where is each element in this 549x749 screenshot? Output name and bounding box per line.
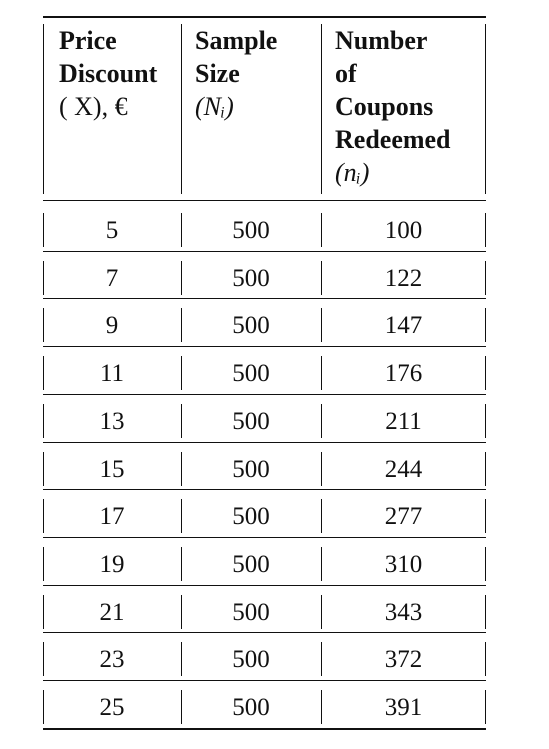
price-discount-cell: 13 [99, 408, 125, 435]
price-discount-cell: 21 [99, 599, 125, 626]
column-separator [181, 642, 182, 676]
column-separator [43, 308, 44, 342]
header-line: Discount [59, 59, 158, 88]
column-separator [181, 595, 182, 629]
header-line: Number [335, 26, 428, 55]
table-row [43, 636, 486, 683]
coupons-redeemed-cell: 310 [384, 551, 423, 578]
header-line: of [335, 59, 357, 88]
column-separator [43, 595, 44, 629]
row-rule [43, 537, 486, 538]
column-separator [43, 499, 44, 533]
column-separator [485, 261, 486, 295]
sample-size-cell: 500 [232, 503, 270, 530]
column-separator [485, 404, 486, 438]
coupons-redeemed-cell: 147 [384, 312, 423, 339]
sample-size-cell: 500 [232, 217, 270, 244]
column-separator [181, 690, 182, 724]
header-line: (Nᵢ) [195, 92, 234, 121]
price-discount-cell: 11 [99, 360, 125, 387]
column-separator [181, 499, 182, 533]
table-row [43, 255, 486, 302]
price-discount-cell: 23 [99, 646, 125, 673]
header-separator [181, 24, 182, 194]
column-separator [43, 213, 44, 247]
header-sample-size [195, 24, 277, 123]
table-row [43, 446, 486, 493]
header-line: Coupons [335, 92, 434, 121]
header-line: (nᵢ) [335, 158, 370, 187]
row-rule [43, 632, 486, 633]
row-rule [43, 394, 486, 395]
coupons-redeemed-cell: 122 [384, 265, 423, 292]
column-separator [43, 452, 44, 486]
header-line: ( X), € [59, 92, 128, 121]
sample-size-cell: 500 [232, 312, 270, 339]
row-rule [43, 680, 486, 681]
column-separator [181, 452, 182, 486]
header-separator [321, 24, 322, 194]
table-row [43, 302, 486, 349]
column-separator [485, 547, 486, 581]
row-rule [43, 298, 486, 299]
column-separator [321, 308, 322, 342]
column-separator [485, 595, 486, 629]
column-separator [485, 213, 486, 247]
column-separator [43, 404, 44, 438]
column-separator [321, 404, 322, 438]
column-separator [181, 261, 182, 295]
column-separator [181, 356, 182, 390]
coupons-redeemed-cell: 211 [385, 408, 422, 435]
header-line: Redeemed [335, 125, 451, 154]
column-separator [321, 261, 322, 295]
table-row [43, 398, 486, 445]
bottom-rule [43, 728, 486, 730]
column-separator [485, 452, 486, 486]
sample-size-cell: 500 [232, 646, 270, 673]
row-rule [43, 346, 486, 347]
column-separator [321, 690, 322, 724]
sample-size-cell: 500 [232, 599, 270, 626]
price-discount-cell: 7 [105, 265, 119, 292]
price-discount-cell: 25 [99, 694, 125, 721]
coupons-redeemed-cell: 277 [384, 503, 423, 530]
column-separator [43, 690, 44, 724]
header-rule [43, 200, 486, 201]
row-rule [43, 489, 486, 490]
table-row [43, 207, 486, 254]
column-separator [43, 261, 44, 295]
column-separator [485, 499, 486, 533]
header-left-border [43, 24, 44, 194]
coupons-redeemed-cell: 176 [384, 360, 423, 387]
price-discount-cell: 19 [99, 551, 125, 578]
header-right-border [485, 24, 486, 194]
table-row [43, 684, 486, 731]
column-separator [43, 356, 44, 390]
column-separator [321, 213, 322, 247]
column-separator [43, 547, 44, 581]
price-discount-cell: 9 [105, 312, 119, 339]
coupons-redeemed-cell: 372 [384, 646, 423, 673]
coupons-redeemed-cell: 391 [384, 694, 423, 721]
row-rule [43, 585, 486, 586]
coupons-redeemed-cell: 244 [384, 456, 423, 483]
sample-size-cell: 500 [232, 408, 270, 435]
column-separator [181, 308, 182, 342]
table-row [43, 589, 486, 636]
table-row [43, 493, 486, 540]
sample-size-cell: 500 [232, 694, 270, 721]
sample-size-cell: 500 [232, 265, 270, 292]
table-row [43, 541, 486, 588]
sample-size-cell: 500 [232, 551, 270, 578]
price-discount-cell: 17 [99, 503, 125, 530]
sample-size-cell: 500 [232, 456, 270, 483]
table-row [43, 350, 486, 397]
column-separator [181, 213, 182, 247]
price-discount-cell: 5 [105, 217, 119, 244]
column-separator [43, 642, 44, 676]
header-line: Size [195, 59, 240, 88]
column-separator [485, 690, 486, 724]
column-separator [321, 547, 322, 581]
column-separator [181, 404, 182, 438]
column-separator [321, 356, 322, 390]
sample-size-cell: 500 [232, 360, 270, 387]
column-separator [321, 499, 322, 533]
column-separator [485, 356, 486, 390]
row-rule [43, 442, 486, 443]
top-rule [43, 16, 486, 18]
coupons-redeemed-cell: 100 [384, 217, 423, 244]
header-line: Price [59, 26, 117, 55]
column-separator [485, 308, 486, 342]
header-coupons-redeemed [335, 24, 451, 189]
column-separator [321, 595, 322, 629]
header-price-discount [59, 24, 157, 123]
row-rule [43, 251, 486, 252]
column-separator [321, 642, 322, 676]
price-discount-cell: 15 [99, 456, 125, 483]
column-separator [485, 642, 486, 676]
column-separator [321, 452, 322, 486]
column-separator [181, 547, 182, 581]
coupons-redeemed-cell: 343 [384, 599, 423, 626]
header-line: Sample [195, 26, 278, 55]
